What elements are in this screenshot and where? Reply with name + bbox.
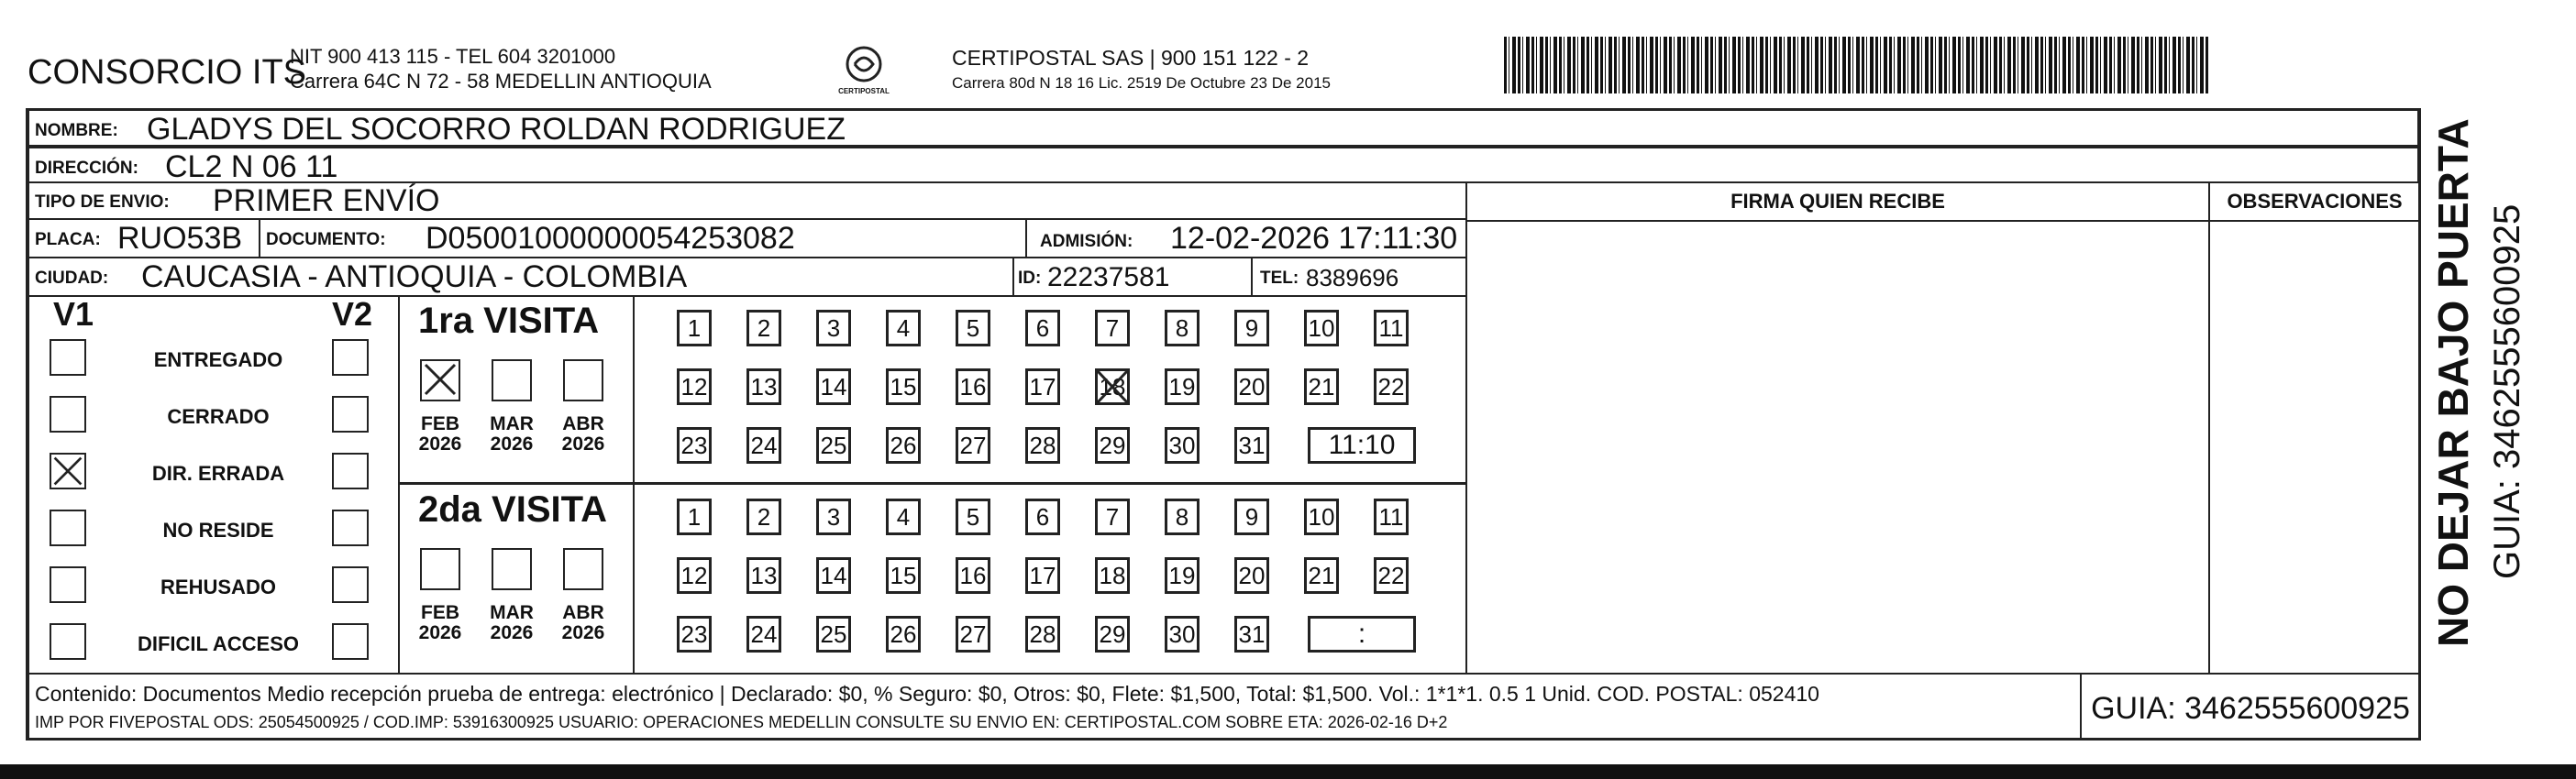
day-box[interactable]: 1 — [677, 310, 712, 346]
status-block — [28, 295, 400, 675]
v1-label: V1 — [53, 295, 94, 333]
side-warning: NO DEJAR BAJO PUERTA — [2429, 118, 2477, 647]
certipostal-logo — [836, 44, 891, 95]
day-box[interactable]: 19 — [1165, 368, 1200, 405]
day-box[interactable]: 18 — [1095, 368, 1130, 405]
day-box[interactable]: 25 — [816, 616, 851, 653]
month-checkbox[interactable] — [420, 548, 460, 590]
day-box[interactable]: 20 — [1234, 368, 1269, 405]
time-box[interactable]: 11:10 — [1308, 427, 1416, 464]
day-box[interactable]: 6 — [1025, 499, 1060, 535]
contenido-text: Contenido: Documentos Medio recepción prueba de entrega: electrónico | Declarado: $0, % Seguro: $0, Otros: $0, Flete: $1,500, Total: $1,500. Vol.: 1*1*1. 0.5 1 Unid. COD. POSTAL: 052410 — [35, 682, 1819, 706]
day-box[interactable]: 24 — [746, 616, 781, 653]
firma-column — [1465, 183, 2210, 675]
company-name: CONSORCIO ITS — [28, 53, 307, 92]
day-box[interactable]: 27 — [956, 616, 990, 653]
ciudad-value: CAUCASIA - ANTIOQUIA - COLOMBIA — [141, 259, 688, 294]
nombre-row — [28, 108, 2419, 147]
address-line: Carrera 64C N 72 - 58 MEDELLIN ANTIOQUIA — [290, 70, 712, 93]
month-checkbox[interactable] — [492, 359, 532, 401]
nit-line: NIT 900 413 115 - TEL 604 3201000 — [290, 45, 616, 68]
nombre-label: NOMBRE: — [35, 121, 118, 140]
month-label — [556, 414, 611, 455]
ciudad-label: CIUDAD: — [35, 269, 109, 288]
month-label — [413, 414, 468, 455]
month-label — [413, 603, 468, 643]
day-box[interactable]: 28 — [1025, 427, 1060, 464]
direccion-label: DIRECCIÓN: — [35, 159, 138, 178]
bottom-edge — [0, 764, 2576, 779]
tipo-label: TIPO DE ENVIO: — [35, 192, 170, 212]
imp-text: IMP POR FIVEPOSTAL ODS: 25054500925 / COD.IMP: 53916300925 USUARIO: OPERACIONES MEDELLIN CONSULTE SU ENVIO EN: CERTIPOSTAL.COM SOBRE ETA: 2026-02-16 D+2 — [35, 713, 1448, 731]
day-box[interactable]: 17 — [1025, 557, 1060, 594]
day-box[interactable]: 7 — [1095, 310, 1130, 346]
placa-label: PLACA: — [35, 230, 101, 249]
day-box[interactable]: 12 — [677, 368, 712, 405]
day-box[interactable]: 2 — [746, 499, 781, 535]
day-box[interactable]: 24 — [746, 427, 781, 464]
day-box[interactable]: 8 — [1165, 310, 1200, 346]
day-box[interactable]: 21 — [1304, 368, 1339, 405]
documento-value: D05001000000054253082 — [426, 221, 795, 256]
v2-checkbox[interactable] — [332, 453, 369, 489]
first-visit-title: 1ra VISITA — [418, 301, 600, 341]
divider — [1025, 220, 1027, 257]
day-box[interactable]: 4 — [886, 499, 921, 535]
month-year: 2026 — [418, 622, 462, 643]
day-box[interactable]: 11 — [1374, 310, 1409, 346]
day-box[interactable]: 31 — [1234, 427, 1269, 464]
firma-header: FIRMA QUIEN RECIBE — [1467, 183, 2208, 222]
day-box[interactable]: 25 — [816, 427, 851, 464]
day-box[interactable]: 20 — [1234, 557, 1269, 594]
observaciones-column — [2208, 183, 2421, 675]
v2-label: V2 — [332, 295, 373, 333]
day-box[interactable]: 6 — [1025, 310, 1060, 346]
day-box[interactable]: 17 — [1025, 368, 1060, 405]
day-box[interactable]: 19 — [1165, 557, 1200, 594]
day-box[interactable]: 26 — [886, 427, 921, 464]
status-label: ENTREGADO — [153, 348, 283, 371]
nombre-value: GLADYS DEL SOCORRO ROLDAN RODRIGUEZ — [147, 112, 846, 147]
status-label: REHUSADO — [160, 576, 276, 598]
admision-label: ADMISIÓN: — [1040, 232, 1133, 251]
month-name: MAR — [490, 413, 534, 434]
month-name: ABR — [562, 413, 604, 434]
day-box[interactable]: 29 — [1095, 616, 1130, 653]
company-info — [290, 44, 712, 93]
day-box[interactable]: 14 — [816, 557, 851, 594]
month-name: ABR — [562, 602, 604, 623]
divider — [1251, 258, 1253, 295]
v2-checkbox[interactable] — [332, 566, 369, 603]
day-box[interactable]: 4 — [886, 310, 921, 346]
status-label: NO RESIDE — [162, 519, 274, 542]
admision-value: 12-02-2026 17:11:30 — [1170, 221, 1458, 256]
status-label: DIFICIL ACCESO — [137, 632, 299, 655]
day-box[interactable]: 28 — [1025, 616, 1060, 653]
v1-checkbox[interactable] — [50, 396, 86, 433]
day-box[interactable]: 9 — [1234, 499, 1269, 535]
month-label — [484, 414, 539, 455]
placa-value: RUO53B — [117, 221, 243, 256]
month-label — [484, 603, 539, 643]
v1-checkbox[interactable] — [50, 339, 86, 376]
day-box[interactable]: 16 — [956, 557, 990, 594]
footer-guia-box — [2080, 673, 2421, 741]
day-box[interactable]: 5 — [956, 310, 990, 346]
day-box[interactable]: 30 — [1165, 427, 1200, 464]
day-box[interactable]: 10 — [1304, 499, 1339, 535]
day-box[interactable]: 12 — [677, 557, 712, 594]
placa-row — [28, 220, 1467, 258]
id-label: ID: — [1018, 269, 1042, 288]
time-box[interactable]: : — [1308, 616, 1416, 653]
month-year: 2026 — [490, 433, 534, 455]
day-box[interactable]: 14 — [816, 368, 851, 405]
id-value: 22237581 — [1047, 262, 1170, 292]
visits-block — [398, 295, 1467, 675]
month-name: FEB — [421, 602, 459, 623]
v2-checkbox[interactable] — [332, 510, 369, 546]
month-checkbox[interactable] — [420, 359, 460, 401]
month-checkbox[interactable] — [563, 359, 603, 401]
tel-value: 8389696 — [1306, 264, 1399, 291]
carrier-address: Carrera 80d N 18 16 Lic. 2519 De Octubre 23 De 2015 — [952, 74, 1331, 92]
v2-checkbox[interactable] — [332, 396, 369, 433]
month-label — [556, 603, 611, 643]
side-guia: GUIA: 3462555600925 — [2487, 203, 2527, 579]
day-box[interactable]: 22 — [1374, 557, 1409, 594]
v1-checkbox[interactable] — [50, 623, 86, 660]
day-box[interactable]: 8 — [1165, 499, 1200, 535]
month-year: 2026 — [418, 433, 462, 455]
month-year: 2026 — [561, 622, 605, 643]
day-box[interactable]: 5 — [956, 499, 990, 535]
month-checkbox[interactable] — [563, 548, 603, 590]
month-year: 2026 — [490, 622, 534, 643]
ciudad-row — [28, 258, 1467, 297]
day-box[interactable]: 1 — [677, 499, 712, 535]
status-label: CERRADO — [167, 405, 270, 428]
day-box[interactable]: 18 — [1095, 557, 1130, 594]
month-year: 2026 — [561, 433, 605, 455]
day-box[interactable]: 21 — [1304, 557, 1339, 594]
observaciones-header: OBSERVACIONES — [2210, 183, 2419, 222]
v1-checkbox[interactable] — [50, 566, 86, 603]
carrier-line: CERTIPOSTAL SAS | 900 151 122 - 2 — [952, 46, 1310, 70]
day-box[interactable]: 23 — [677, 427, 712, 464]
day-box[interactable]: 11 — [1374, 499, 1409, 535]
v1-checkbox[interactable] — [50, 453, 86, 489]
footer-guia: GUIA: 3462555600925 — [2091, 691, 2410, 726]
day-box[interactable]: 29 — [1095, 427, 1130, 464]
tel-label: TEL: — [1260, 269, 1299, 288]
day-box[interactable]: 9 — [1234, 310, 1269, 346]
direccion-value: CL2 N 06 11 — [165, 149, 338, 184]
month-checkbox[interactable] — [492, 548, 532, 590]
v1-checkbox[interactable] — [50, 510, 86, 546]
carrier-info — [952, 46, 1331, 93]
day-box[interactable]: 15 — [886, 368, 921, 405]
footer-info — [28, 673, 2082, 741]
month-name: MAR — [490, 602, 534, 623]
tipo-row — [28, 183, 1467, 220]
logo-text: CERTIPOSTAL — [838, 87, 890, 95]
barcode — [1504, 37, 2210, 93]
day-box[interactable]: 23 — [677, 616, 712, 653]
day-box[interactable]: 30 — [1165, 616, 1200, 653]
divider — [1012, 258, 1014, 295]
day-box[interactable]: 27 — [956, 427, 990, 464]
divider — [400, 482, 1465, 485]
day-box[interactable]: 3 — [816, 499, 851, 535]
divider — [259, 220, 260, 257]
day-box[interactable]: 15 — [886, 557, 921, 594]
day-box[interactable]: 22 — [1374, 368, 1409, 405]
direccion-row — [28, 147, 2419, 183]
day-box[interactable]: 7 — [1095, 499, 1130, 535]
day-box[interactable]: 13 — [746, 557, 781, 594]
logo-icon — [844, 44, 884, 84]
v2-checkbox[interactable] — [332, 623, 369, 660]
tipo-value: PRIMER ENVÍO — [213, 183, 440, 218]
day-box[interactable]: 16 — [956, 368, 990, 405]
day-box[interactable]: 3 — [816, 310, 851, 346]
day-box[interactable]: 26 — [886, 616, 921, 653]
status-label: DIR. ERRADA — [151, 462, 285, 485]
v2-checkbox[interactable] — [332, 339, 369, 376]
month-name: FEB — [421, 413, 459, 434]
second-visit-title: 2da VISITA — [418, 489, 607, 530]
documento-label: DOCUMENTO: — [266, 230, 386, 249]
day-box[interactable]: 10 — [1304, 310, 1339, 346]
day-box[interactable]: 31 — [1234, 616, 1269, 653]
day-box[interactable]: 13 — [746, 368, 781, 405]
day-box[interactable]: 2 — [746, 310, 781, 346]
